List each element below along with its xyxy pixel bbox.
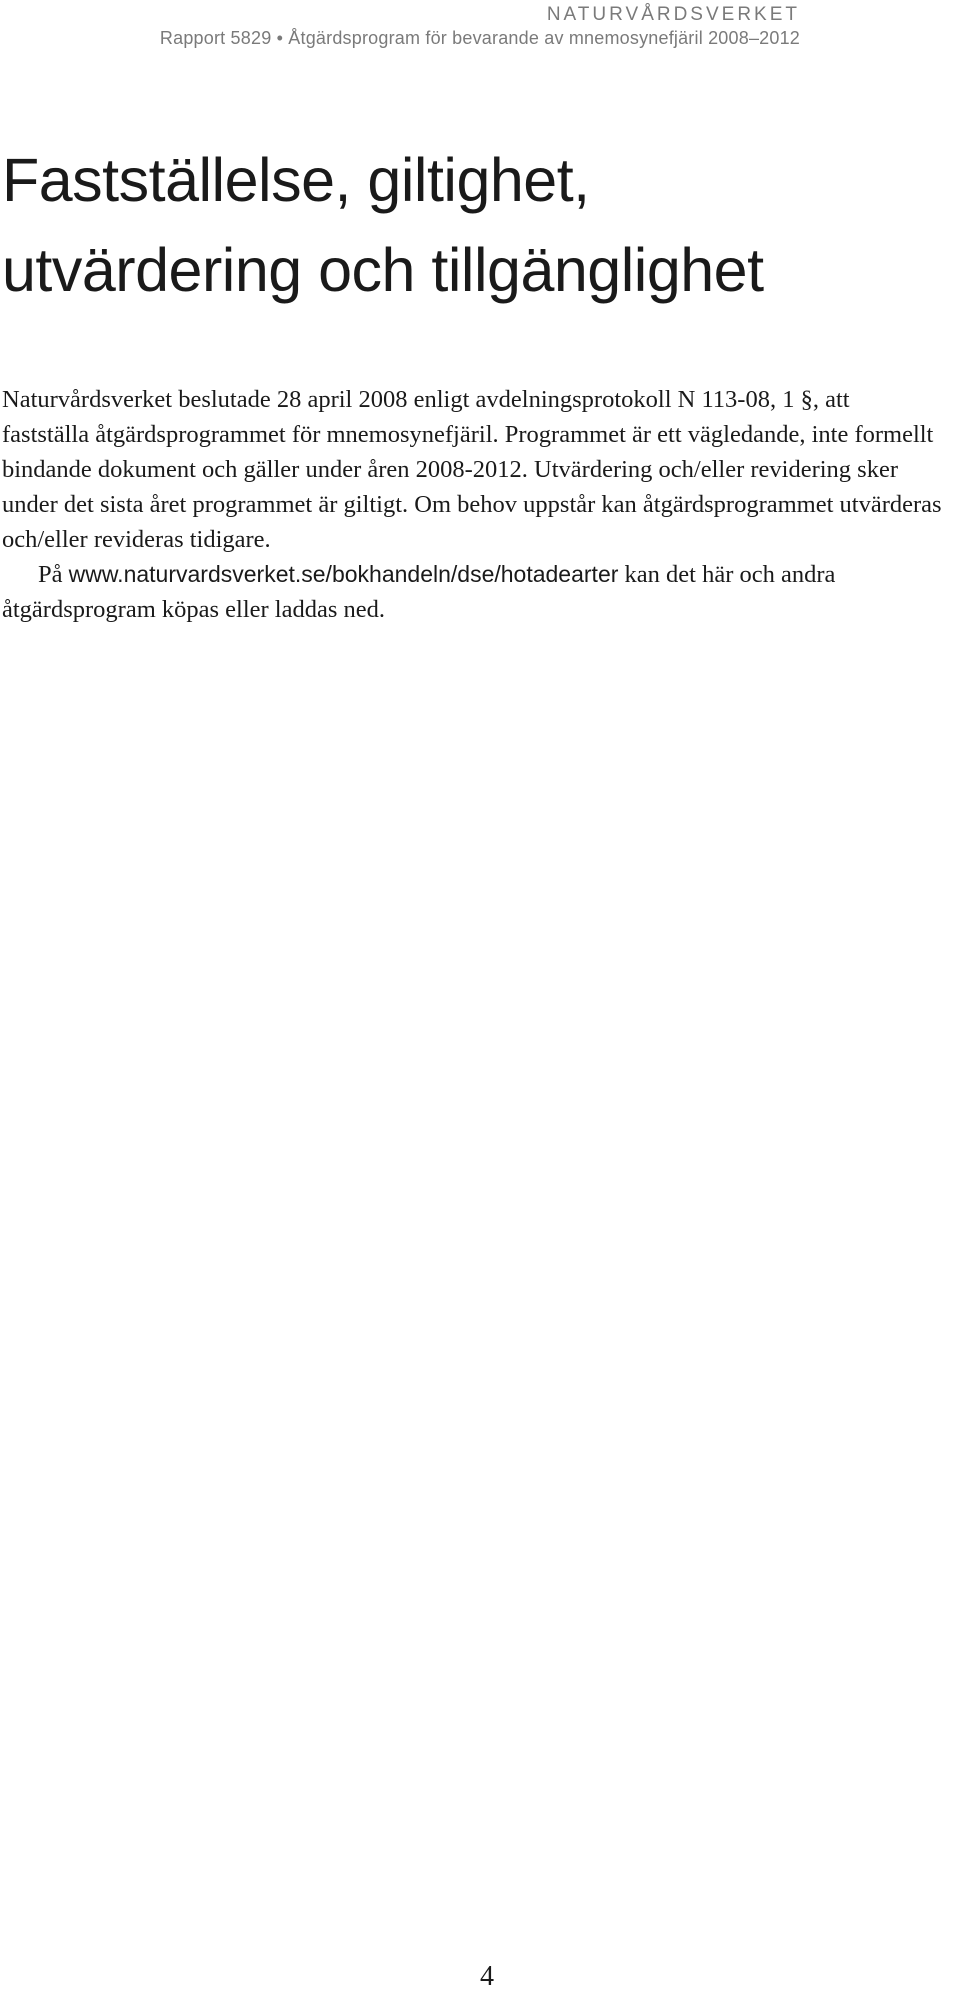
availability-suffix: kan det här och andra åtgärdsprogram köpas eller laddas ned. <box>2 561 836 623</box>
running-header <box>160 4 800 50</box>
organization-name: NATURVÅRDSVERKET <box>546 4 800 25</box>
page-title-line-1: Fastställelse, giltighet, <box>2 146 590 214</box>
availability-paragraph <box>2 557 942 627</box>
page-title <box>2 135 932 315</box>
availability-prefix: På <box>38 561 69 588</box>
page-title-line-2: utvärdering och tillgänglighet <box>2 236 764 304</box>
bookshop-url-link[interactable]: www.naturvardsverket.se/bokhandeln/dse/hotadearter <box>68 561 619 587</box>
report-line: Rapport 5829 • Åtgärdsprogram för bevarande av mnemosynefjäril 2008–2012 <box>159 28 800 48</box>
decision-paragraph: Naturvårdsverket beslutade 28 april 2008 enligt avdelningsprotokoll N 113-08, 1 §, att fastställa åtgärdsprogrammet för mnemosynefjäril. Programmet är ett vägledande, inte formellt bindande dokument och gäller under åren 2008-2012. Utvärdering och/eller revidering sker under det sista året programmet är giltigt. Om behov uppstår kan åtgärdsprogrammet utvärderas och/eller revideras tidigare. <box>2 386 942 553</box>
body-text <box>2 382 942 627</box>
page-number: 4 <box>480 1961 494 1992</box>
